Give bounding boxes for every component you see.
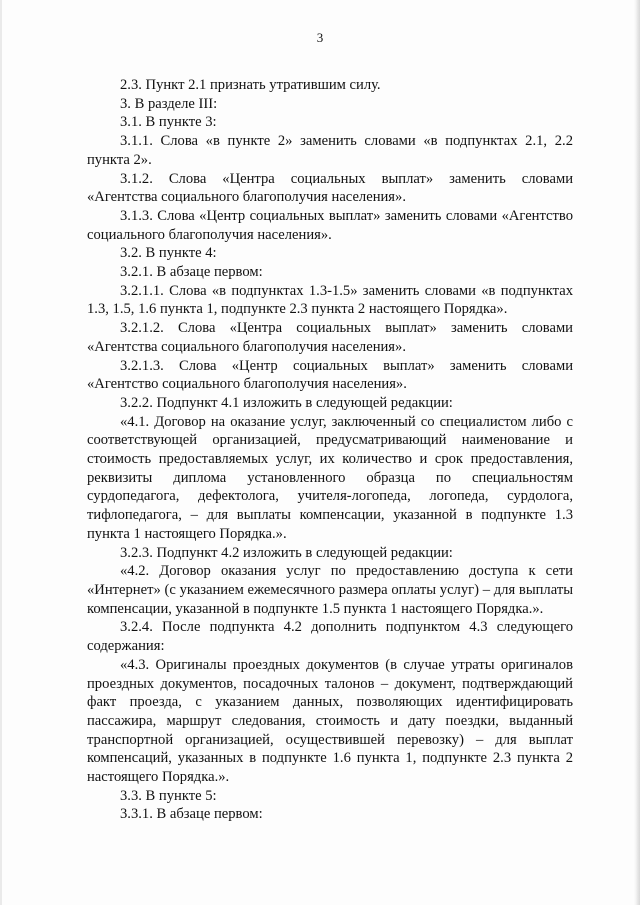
scan-edge-right xyxy=(634,0,640,905)
paragraph-3-1: 3.1. В пункте 3: xyxy=(120,114,217,131)
paragraph-3-2-2: 3.2.2. Подпункт 4.1 изложить в следующей редакции: xyxy=(120,394,453,411)
paragraph-quote-4-2: «4.2. Договор оказания услуг по предоставлению доступа к сети «Интернет» (с указанием ежемесячного размера оплаты услуг) – для выплаты компенсации, указанной в подпункте 1.5 пункта 1 настоящего Порядка.». xyxy=(87,563,573,617)
paragraph-3-1-2: 3.1.2. Слова «Центра социальных выплат» заменить словами «Агентства социального благополучия населения». xyxy=(87,170,573,206)
paragraph-3-2-3: 3.2.3. Подпункт 4.2 изложить в следующей редакции: xyxy=(120,544,453,561)
paragraph-3-3: 3.3. В пункте 5: xyxy=(120,787,217,804)
paragraph-3-2-4: 3.2.4. После подпункта 4.2 дополнить подпунктом 4.3 следующего содержания: xyxy=(87,619,573,655)
paragraph-2-3: 2.3. Пункт 2.1 признать утратившим силу. xyxy=(120,77,381,93)
paragraph-3-2-1-1: 3.2.1.1. Слова «в подпунктах 1.3-1.5» заменить словами «в подпунктах 1.3, 1.5, 1.6 пункта 1, подпункте 2.3 пункта 2 настоящего Порядка». xyxy=(87,282,573,318)
scan-edge-left xyxy=(0,0,2,905)
page-number: 3 xyxy=(316,30,324,45)
paragraph-3-2-1: 3.2.1. В абзаце первом: xyxy=(120,264,263,281)
paragraph-quote-4-3: «4.3. Оригиналы проездных документов (в случае утраты оригиналов проездных документов, посадочных талонов – документ, подтверждающий факт проезда, с указанием данных, позволяющих идентифицировать пассажира, маршрут следования, стоимость и дату поездки, выданный транспортной организацией, осуществившей перевозку) – для выплат компенсаций, указанных в подпункте 1.6 пункта 1, подпункте 2.3 пункта 2 настоящего Порядка.». xyxy=(87,656,573,786)
paragraph-section-3: 3. В разделе III: xyxy=(120,95,218,112)
paragraph-3-1-3: 3.1.3. Слова «Центр социальных выплат» заменить словами «Агентство социального благополучия населения». xyxy=(87,207,573,243)
paragraph-3-3-1: 3.3.1. В абзаце первом: xyxy=(120,806,263,823)
paragraph-3-2: 3.2. В пункте 4: xyxy=(120,245,217,262)
paragraph-3-1-1: 3.1.1. Слова «в пункте 2» заменить словами «в подпунктах 2.1, 2.2 пункта 2». xyxy=(87,133,573,168)
document-body xyxy=(87,76,573,824)
paragraph-quote-4-1: «4.1. Договор на оказание услуг, заключенный со специалистом либо с соответствующей организацией, предусматривающий наименование и стоимость предоставляемых услуг, их количество и срок предоставления, реквизиты диплома установленного образца по специальностям сурдопедагога, дефектолога, учителя-логопеда, логопеда, сурдолога, тифлопедагога, – для выплаты компенсации, указанной в подпункте 1.3 пункта 1 настоящего Порядка.». xyxy=(87,413,573,542)
paragraph-3-2-1-2: 3.2.1.2. Слова «Центра социальных выплат» заменить словами «Агентства социального благополучия населения». xyxy=(87,320,573,355)
paragraph-3-2-1-3: 3.2.1.3. Слова «Центр социальных выплат» заменить словами «Агентство социального благополучия населения». xyxy=(87,357,573,393)
